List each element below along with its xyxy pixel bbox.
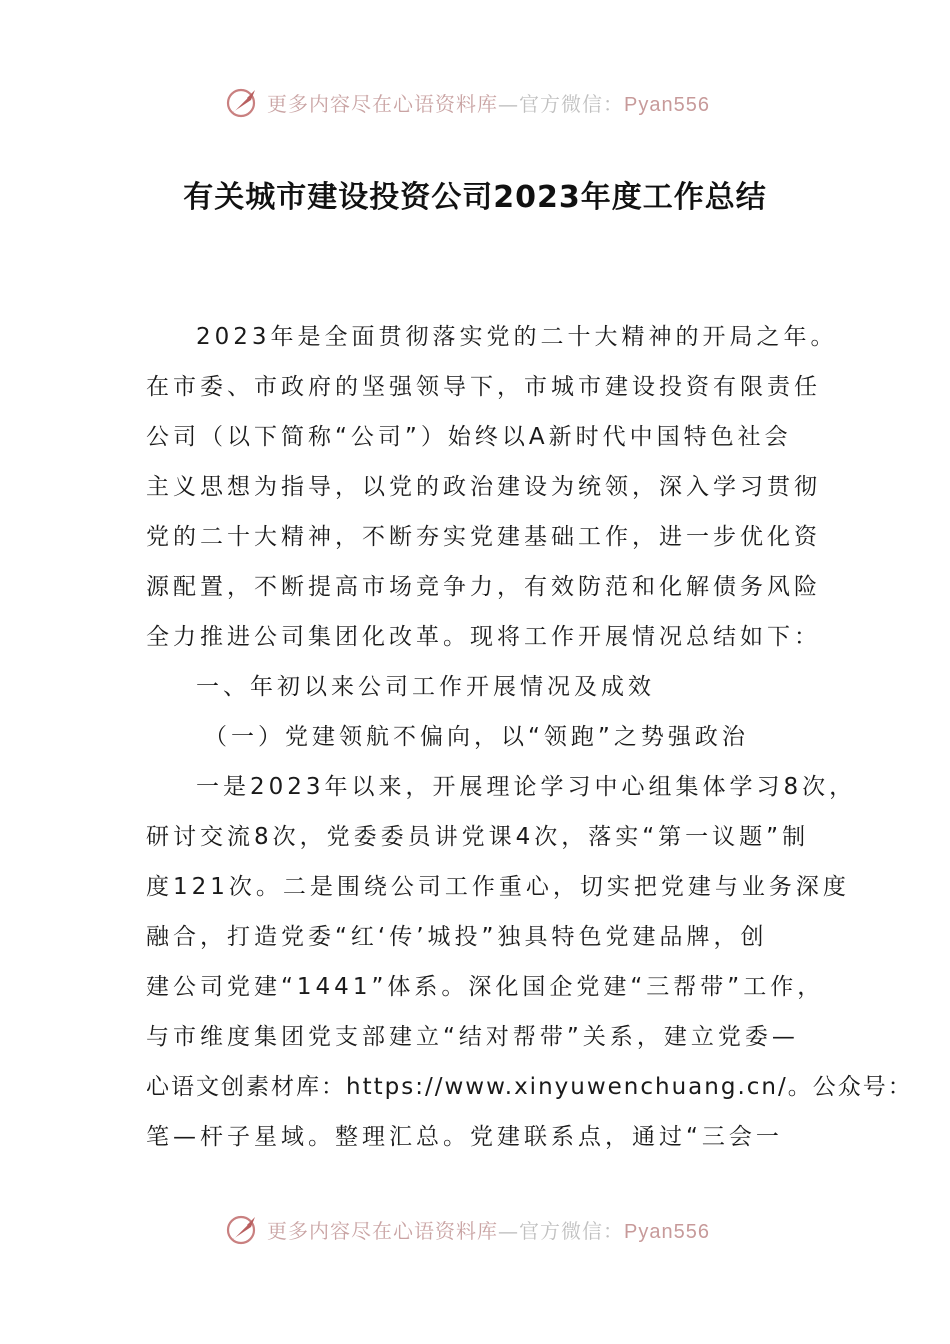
body-line: 与市维度集团党支部建立“结对帮带”关系，建立党委— — [146, 1024, 799, 1050]
body-line: 2023年是全面贯彻落实党的二十大精神的开局之年。 — [196, 324, 838, 350]
body-line: 研讨交流8次，党委委员讲党课4次，落实“第一议题”制 — [146, 824, 810, 850]
body-line: 心语文创素材库：https://www.xinyuwenchuang.cn/。公众号： — [146, 1074, 913, 1100]
watermark-banner-bottom — [225, 1207, 745, 1251]
watermark-text: 更多内容尽在心语资料库—官方微信：Pyan556 — [267, 1218, 710, 1243]
body-line: 一是2023年以来，开展理论学习中心组集体学习8次， — [196, 774, 857, 800]
body-line: 主义思想为指导，以党的政治建设为统领，深入学习贯彻 — [146, 474, 821, 500]
section-heading: 一、年初以来公司工作开展情况及成效 — [196, 674, 655, 700]
body-line: 笔—杆子星域。整理汇总。党建联系点，通过“三会一 — [146, 1124, 783, 1150]
quill-pen-icon — [225, 1211, 261, 1247]
watermark-banner-top — [225, 80, 745, 124]
body-line: 建公司党建“1441”体系。深化国企党建“三帮带”工作， — [146, 974, 825, 1000]
body-line: 源配置，不断提高市场竞争力，有效防范和化解债务风险 — [146, 574, 821, 600]
body-line: 融合，打造党委“红‘传’城投”独具特色党建品牌，创 — [146, 924, 768, 950]
document-body — [146, 312, 913, 1162]
watermark-text: 更多内容尽在心语资料库—官方微信：Pyan556 — [267, 91, 710, 116]
body-line: 度121次。二是围绕公司工作重心，切实把党建与业务深度 — [146, 874, 850, 900]
document-title: 有关城市建设投资公司2023年度工作总结 — [183, 180, 767, 215]
quill-pen-icon — [225, 84, 261, 120]
body-line: 全力推进公司集团化改革。现将工作开展情况总结如下： — [146, 624, 821, 650]
body-line: 在市委、市政府的坚强领导下，市城市建设投资有限责任 — [146, 374, 821, 400]
subsection-heading: （一）党建领航不偏向，以“领跑”之势强政治 — [204, 724, 749, 750]
body-line: 公司（以下简称“公司”）始终以A新时代中国特色社会 — [146, 424, 792, 450]
body-line: 党的二十大精神，不断夯实党建基础工作，进一步优化资 — [146, 524, 821, 550]
